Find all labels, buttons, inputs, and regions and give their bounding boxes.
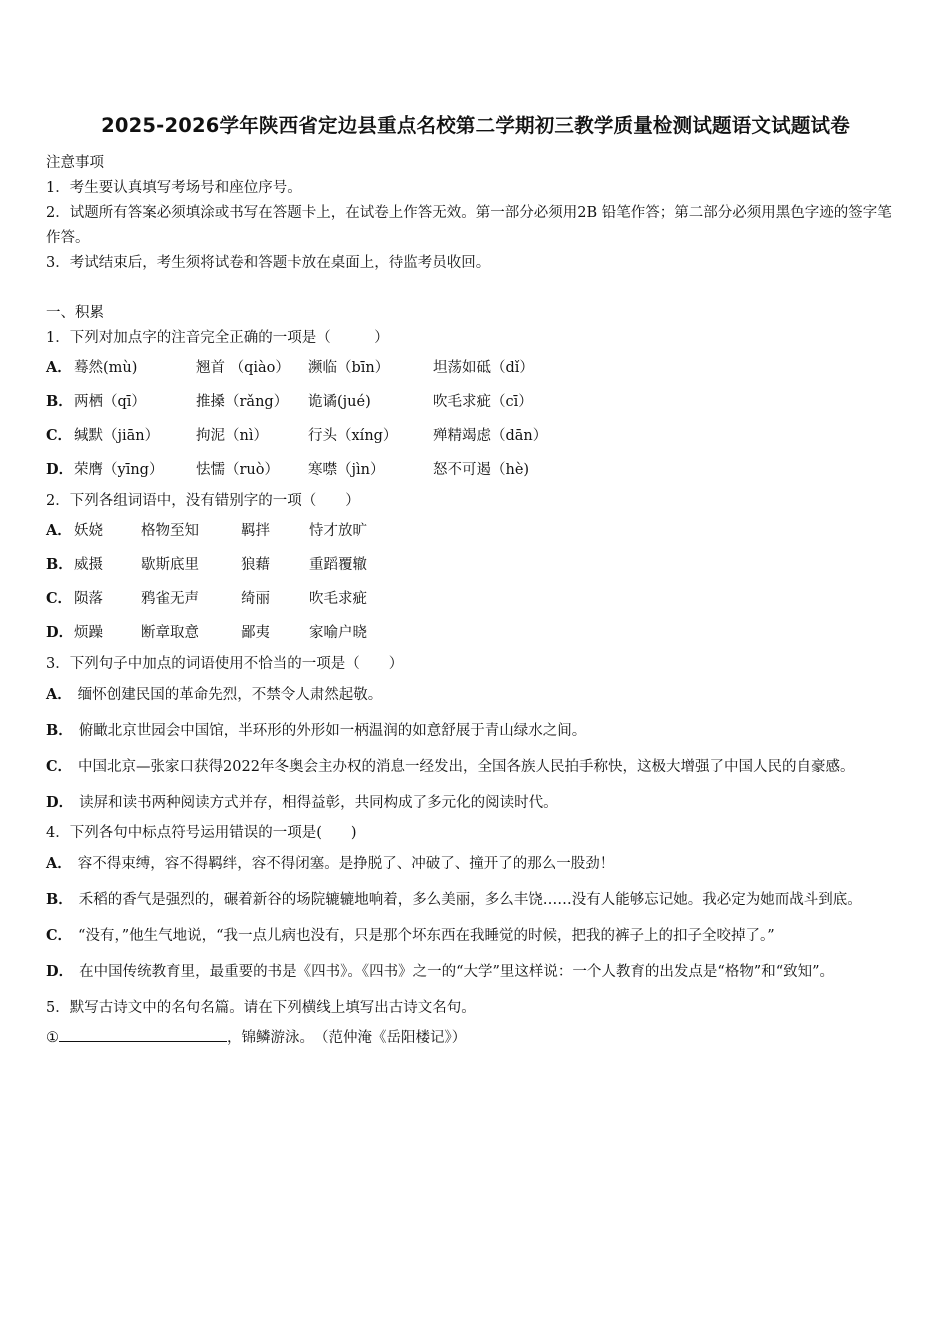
option-text: 中国北京—张家口获得2022年冬奥会主办权的消息一经发出，全国各族人民拍手称快，这极大增强了中国人民的自豪感。 (78, 759, 855, 775)
fill-line-1 (46, 1026, 905, 1051)
fill-source: ，锦鳞游泳。 （范仲淹《岳阳楼记》） (227, 1030, 467, 1046)
option-item: 怒不可遏（hè) (433, 462, 530, 478)
question-stem: 4．下列各句中标点符号运用错误的一项是( ) (46, 825, 357, 841)
option-b (46, 713, 905, 749)
option-text: 读屏和读书两种阅读方式并存，相得益彰，共同构成了多元化的阅读时代。 (79, 795, 558, 811)
option-item: 诡谲(jué) (308, 394, 371, 410)
question-stem: 3．下列句子中加点的词语使用不恰当的一项是（ ） (46, 656, 404, 672)
question-stem: 5．默写古诗文中的名句名篇。请在下列横线上填写出古诗文名句。 (46, 1000, 476, 1016)
option-c (46, 749, 905, 785)
option-text: 俯瞰北京世园会中国馆，半环形的外形如一柄温润的如意舒展于青山绿水之间。 (78, 723, 587, 739)
option-label: D． (46, 461, 74, 478)
option-b (46, 548, 905, 582)
option-label: D． (46, 963, 74, 980)
option-item: 鸦雀无声 (141, 591, 199, 607)
option-a (46, 677, 905, 713)
question-5 (46, 990, 905, 1051)
option-label: C． (46, 590, 73, 607)
answer-blank[interactable] (59, 1027, 227, 1042)
option-item: 重蹈覆辙 (309, 557, 367, 573)
question-stem: 1．下列对加点字的注音完全正确的一项是（ ） (46, 330, 389, 346)
option-item: 狼藉 (241, 557, 270, 573)
option-item: 格物至知 (141, 523, 199, 539)
notice-heading: 注意事项 (46, 155, 104, 171)
option-item: 蓦然(mù) (74, 360, 138, 376)
option-item: 吹毛求疵（cī） (433, 394, 533, 410)
option-item: 陨落 (74, 591, 103, 607)
option-d (46, 616, 905, 650)
option-item: 拘泥（nì） (196, 428, 268, 444)
option-item: 濒临（bīn） (308, 360, 390, 376)
option-item: 翘首 （qiào） (196, 360, 290, 376)
option-label: B． (46, 891, 73, 908)
option-item: 绮丽 (241, 591, 270, 607)
option-item: 荣膺（yīng） (74, 462, 164, 478)
option-text: 禾稻的香气是强烈的，碾着新谷的场院辘辘地响着，多么美丽，多么丰饶……没有人能够忘记她。我必定为她而战斗到底。 (78, 892, 862, 908)
option-item: 吹毛求疵 (309, 591, 367, 607)
question-4 (46, 821, 905, 990)
notice-item-3: 3．考试结束后，考生须将试卷和答题卡放在桌面上，待监考员收回。 (46, 255, 491, 271)
option-item: 推搡（rǎng） (196, 394, 289, 410)
option-c (46, 918, 905, 954)
option-item: 恃才放旷 (309, 523, 367, 539)
question-3 (46, 652, 905, 821)
option-item: 妖娆 (74, 523, 103, 539)
option-label: A． (46, 522, 72, 539)
option-label: D． (46, 794, 74, 811)
option-item: 行头（xíng） (308, 428, 398, 444)
option-item: 威摄 (74, 557, 103, 573)
option-a (46, 846, 905, 882)
option-c (46, 582, 905, 616)
option-item: 殚精竭虑（dān） (433, 428, 548, 444)
option-b (46, 882, 905, 918)
option-item: 家喻户晓 (309, 625, 367, 641)
option-d (46, 954, 905, 990)
question-2 (46, 489, 905, 650)
option-text: “没有，”他生气地说，“我一点儿病也没有，只是那个坏东西在我睡觉的时候，把我的裤子上的扣子全咬掉了。” (78, 928, 775, 944)
option-label: D． (46, 624, 74, 641)
option-label: B． (46, 393, 73, 410)
option-label: A． (46, 855, 72, 872)
option-b (46, 385, 905, 419)
option-item: 寒噤（jìn） (308, 462, 385, 478)
option-label: A． (46, 686, 72, 703)
option-item: 缄默（jiān） (74, 428, 160, 444)
option-text: 容不得束缚，容不得羁绊，容不得闭塞。是挣脱了、冲破了、撞开了的那么一股劲！ (77, 856, 615, 872)
option-a (46, 351, 905, 385)
option-c (46, 419, 905, 453)
option-label: C． (46, 427, 73, 444)
notice-block (46, 151, 905, 276)
option-label: B． (46, 556, 73, 573)
section-heading: 一、积累 (46, 305, 104, 321)
option-item: 两栖（qī） (74, 394, 146, 410)
option-d (46, 453, 905, 487)
question-stem: 2．下列各组词语中，没有错别字的一项（ ） (46, 493, 360, 509)
option-item: 歇斯底里 (141, 557, 199, 573)
option-d (46, 785, 905, 821)
option-label: A． (46, 359, 72, 376)
option-text: 在中国传统教育里，最重要的书是《四书》。《四书》之一的“大学”里这样说：一个人教育的出发点是“格物”和“致知”。 (79, 964, 835, 980)
option-item: 烦躁 (74, 625, 103, 641)
option-label: C． (46, 927, 73, 944)
page-title: 2025-2026学年陕西省定边县重点名校第二学期初三教学质量检测试题语文试题试卷 (101, 114, 850, 137)
option-label: B． (46, 722, 73, 739)
option-a (46, 514, 905, 548)
option-item: 坦荡如砥（dǐ） (433, 360, 534, 376)
fill-marker: ① (46, 1030, 59, 1046)
notice-item-1: 1．考生要认真填写考场号和座位序号。 (46, 180, 302, 196)
option-item: 怯懦（ruò） (196, 462, 279, 478)
notice-item-2: 2．试题所有答案必须填涂或书写在答题卡上，在试卷上作答无效。第一部分必须用2B 铅笔作答；第二部分必须用黑色字迹的签字笔作答。 (46, 205, 892, 246)
option-label: C． (46, 758, 73, 775)
option-item: 羁拌 (241, 523, 270, 539)
option-text: 缅怀创建民国的革命先烈，不禁令人肃然起敬。 (77, 687, 383, 703)
question-1 (46, 326, 905, 487)
option-item: 断章取意 (141, 625, 199, 641)
option-item: 鄙夷 (241, 625, 270, 641)
